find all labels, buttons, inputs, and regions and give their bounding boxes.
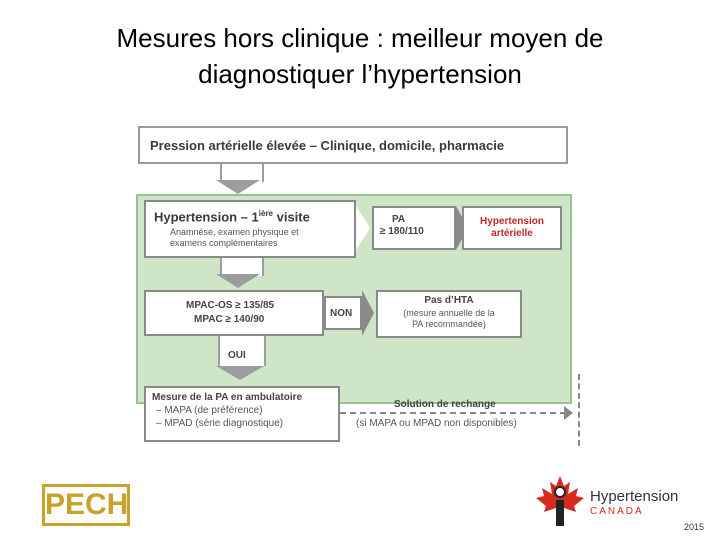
slide-title bbox=[60, 20, 660, 92]
ambulatory-item-1: – MAPA (de préférence) bbox=[156, 405, 263, 416]
footer-year: 2015 bbox=[684, 522, 705, 532]
pa-value: ≥ 180/110 bbox=[380, 226, 424, 237]
arrow-right-1 bbox=[356, 206, 370, 250]
pa-label: PA bbox=[392, 214, 406, 225]
non-label: NON bbox=[330, 308, 353, 319]
arrow-stem-3 bbox=[218, 336, 266, 366]
pech-logo bbox=[42, 484, 130, 526]
oui-label: OUI bbox=[228, 350, 246, 361]
title-line-1: Mesures hors clinique : meilleur moyen de bbox=[116, 23, 604, 53]
alternative-subtext: (si MAPA ou MPAD non disponibles) bbox=[356, 418, 517, 429]
arrow-head-1 bbox=[216, 180, 260, 194]
first-visit-superscript: ière bbox=[258, 209, 273, 218]
hypertension-result-box bbox=[462, 206, 562, 250]
ambulatory-box bbox=[144, 386, 340, 442]
mpac-line-2: MPAC ≥ 140/90 bbox=[194, 314, 265, 325]
ambulatory-title: Mesure de la PA en ambulatoire bbox=[152, 392, 303, 403]
no-hypertension-box bbox=[376, 290, 522, 338]
non-arrow-tip bbox=[362, 290, 374, 336]
non-arrow-box bbox=[324, 296, 362, 330]
first-visit-title-end: visite bbox=[273, 209, 310, 225]
first-visit-title bbox=[146, 202, 354, 225]
arrow-head-2 bbox=[216, 274, 260, 288]
maple-leaf-icon bbox=[534, 474, 586, 530]
pech-logo-text: PECH bbox=[45, 488, 129, 521]
first-visit-subtext: Anamnèse, examen physique et examens complémentaires bbox=[170, 227, 299, 249]
no-hypertension-subtext: (mesure annuelle de la PA recommandée) bbox=[403, 308, 495, 329]
alternative-title: Solution de rechange bbox=[394, 399, 496, 410]
mpac-box bbox=[144, 290, 324, 336]
no-hypertension-title: Pas d’HTA bbox=[424, 295, 474, 306]
arrow-head-3 bbox=[216, 366, 264, 380]
mpac-line-1: MPAC-OS ≥ 135/85 bbox=[186, 300, 275, 311]
dashed-arrow-line bbox=[340, 412, 566, 414]
hypertension-canada-line-1: Hypertension bbox=[590, 488, 679, 505]
hypertension-canada-logo bbox=[530, 474, 700, 530]
dashed-arrow-tip bbox=[564, 406, 573, 420]
ambulatory-item-2: – MPAD (série diagnostique) bbox=[156, 418, 284, 429]
title-line-2: diagnostiquer l’hypertension bbox=[198, 59, 522, 89]
first-visit-title-text: Hypertension – 1 bbox=[154, 209, 259, 225]
hypertension-canada-line-2: CANADA bbox=[590, 506, 644, 517]
top-box bbox=[138, 126, 568, 164]
diagnosis-flowchart bbox=[136, 124, 582, 446]
top-box-label: Pression artérielle élevée – Clinique, domicile, pharmacie bbox=[150, 138, 505, 153]
pa-threshold-box bbox=[372, 206, 456, 250]
first-visit-box bbox=[144, 200, 356, 258]
dashed-vertical-line bbox=[578, 374, 580, 446]
hypertension-result-label: Hypertension artérielle bbox=[480, 216, 544, 239]
